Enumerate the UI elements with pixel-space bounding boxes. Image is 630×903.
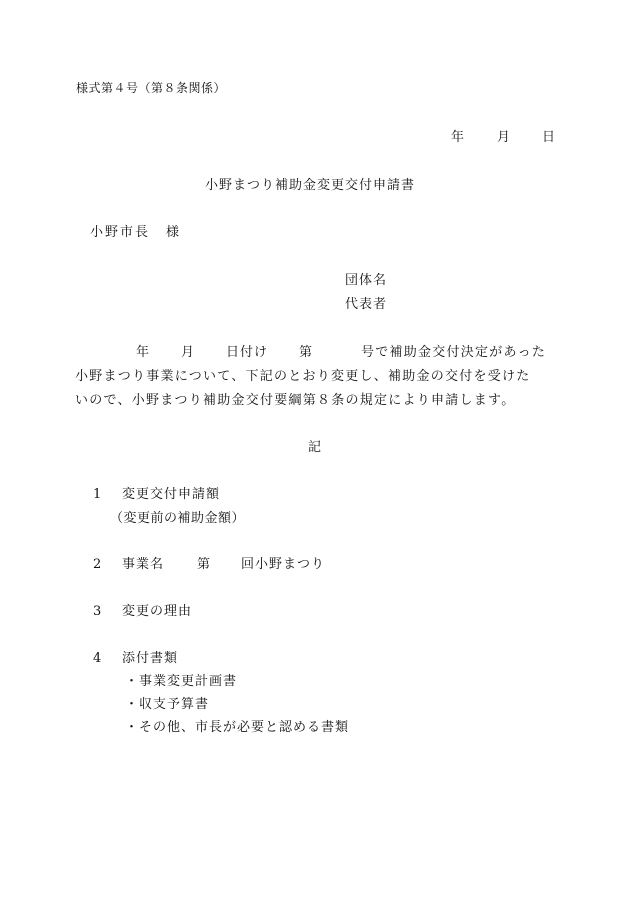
item-1-text: 変更交付申請額	[122, 487, 221, 502]
body-year: 年	[136, 345, 150, 360]
body-line1-rest: 号で補助金交付決定があった	[361, 345, 547, 360]
ki-heading: 記	[308, 440, 322, 455]
item-1-number: 1	[93, 487, 102, 502]
item-2-number: 2	[93, 557, 102, 572]
date-day-label: 日	[542, 130, 556, 145]
addressee-honorific: 様	[166, 225, 180, 240]
item-4-text: 添付書類	[122, 651, 179, 666]
item-4-number: 4	[93, 651, 102, 666]
item-2-dai: 第	[197, 557, 211, 572]
organization-label: 団体名	[345, 273, 388, 288]
item-3-number: 3	[93, 604, 102, 619]
attachment-item: ・その他、市長が必要と認める書類	[125, 720, 350, 735]
representative-label: 代表者	[345, 297, 388, 312]
body-dai: 第	[299, 345, 313, 360]
body-line3: いので、小野まつり補助金交付要綱第８条の規定により申請します。	[75, 393, 516, 408]
body-line2: 小野まつり事業について、下記のとおり変更し、補助金の交付を受けた	[75, 369, 531, 384]
item-2-text: 事業名	[122, 557, 165, 572]
item-3-text: 変更の理由	[122, 604, 193, 619]
document-title: 小野まつり補助金変更交付申請書	[205, 178, 416, 193]
form-number: 様式第４号（第８条関係）	[76, 81, 227, 95]
date-year-label: 年	[451, 130, 465, 145]
attachment-item: ・事業変更計画書	[125, 674, 238, 689]
date-month-label: 月	[497, 130, 511, 145]
body-dated: 日付け	[226, 345, 269, 360]
item-2-rest: 回小野まつり	[241, 557, 326, 572]
item-1-sub: （変更前の補助金額）	[110, 511, 246, 526]
attachment-item: ・収支予算書	[125, 697, 210, 712]
body-month: 月	[181, 345, 195, 360]
addressee-name: 小野市長	[90, 225, 151, 240]
